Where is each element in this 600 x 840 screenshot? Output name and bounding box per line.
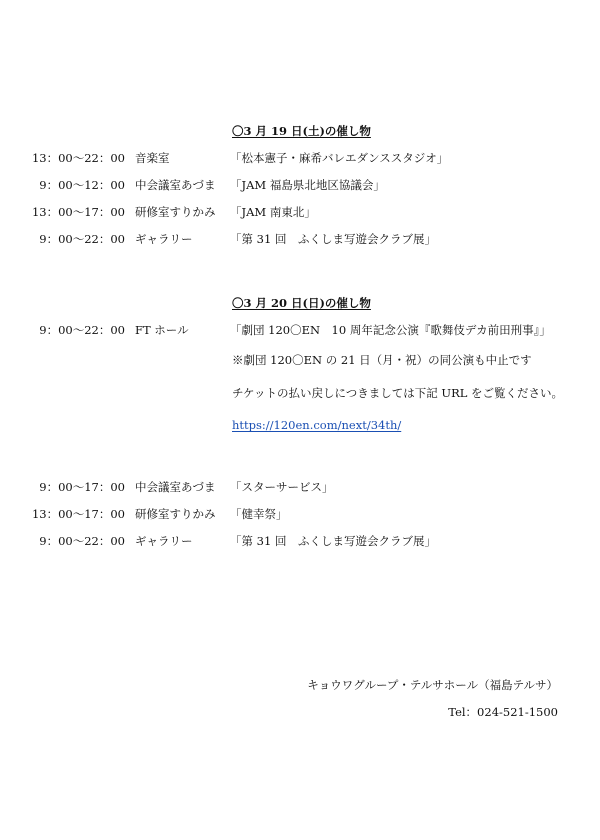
row-event: 「松本憲子・麻希バレエダンススタジオ」 <box>230 151 449 165</box>
row-event: 「健幸祭」 <box>230 507 288 521</box>
refund-note: チケットの払い戻しにつきましては下記 URL をご覧ください。 <box>232 386 564 400</box>
row-time: 9：00～22：00 <box>39 323 125 337</box>
row-room: 音楽室 <box>135 151 170 165</box>
cancellation-note: ※劇団 120〇EN の 21 日（月・祝）の同公演も中止です <box>232 353 532 367</box>
row-room: 研修室すりかみ <box>135 205 216 219</box>
schedule-row <box>0 506 600 522</box>
schedule-row-main <box>0 322 600 338</box>
footer-tel: Tel：024-521-1500 <box>448 705 558 719</box>
row-room: 研修室すりかみ <box>135 507 216 521</box>
row-time: 9：00～12：00 <box>39 178 125 192</box>
row-event: 「JAM 福島県北地区協議会」 <box>230 178 385 192</box>
day1-heading: 〇3 月 19 日(土)の催し物 <box>232 124 371 138</box>
row-event: 「第 31 回 ふくしま写遊会クラブ展」 <box>230 534 436 548</box>
schedule-row <box>0 533 600 549</box>
refund-url-container <box>232 417 401 433</box>
footer-organization: キョウワグループ・テルサホール（福島テルサ） <box>307 678 558 692</box>
row-room: ギャラリー <box>135 534 193 548</box>
row-time: 9：00～17：00 <box>39 480 125 494</box>
row-event: 「スターサービス」 <box>230 480 334 494</box>
day2-heading: 〇3 月 20 日(日)の催し物 <box>232 296 371 310</box>
row-room: FT ホール <box>135 323 189 337</box>
row-event: 「JAM 南東北」 <box>230 205 316 219</box>
schedule-row <box>0 204 600 220</box>
schedule-row <box>0 479 600 495</box>
row-time: 13：00～17：00 <box>31 507 125 521</box>
schedule-row <box>0 150 600 166</box>
row-room: 中会議室あづま <box>135 178 216 192</box>
schedule-row <box>0 177 600 193</box>
row-room: 中会議室あづま <box>135 480 216 494</box>
row-time: 9：00～22：00 <box>39 232 125 246</box>
row-event: 「第 31 回 ふくしま写遊会クラブ展」 <box>230 232 436 246</box>
row-event: 「劇団 120〇EN 10 周年記念公演『歌舞伎デカ前田刑事』」 <box>230 323 551 337</box>
row-time: 13：00～17：00 <box>31 205 125 219</box>
row-time: 9：00～22：00 <box>39 534 125 548</box>
schedule-row <box>0 231 600 247</box>
row-time: 13：00～22：00 <box>31 151 125 165</box>
row-room: ギャラリー <box>135 232 193 246</box>
refund-url-link[interactable]: https://120en.com/next/34th/ <box>232 418 402 432</box>
